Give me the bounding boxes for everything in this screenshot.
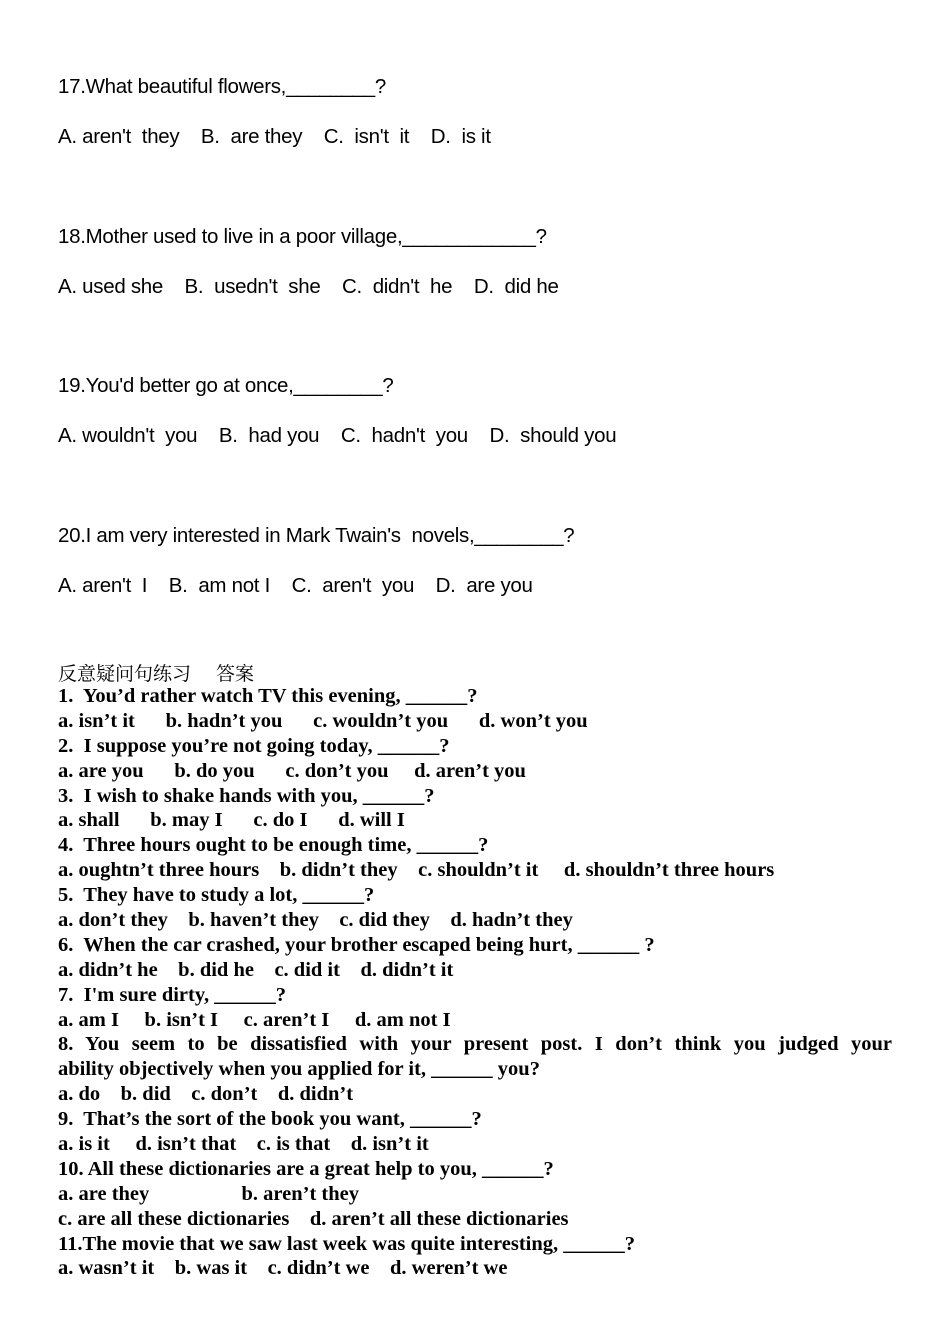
answer-line: 10. All these dictionaries are a great help to you, ______? bbox=[58, 1157, 554, 1180]
answer-line: 9. That’s the sort of the book you want, ______? bbox=[58, 1108, 482, 1131]
answer-line: 6. When the car crashed, your brother escaped being hurt, ______ ? bbox=[58, 933, 655, 956]
question-20-options: A. aren't I B. am not I C. aren't you D. are you bbox=[58, 574, 533, 597]
answer-line: 4. Three hours ought to be enough time, ______? bbox=[58, 834, 489, 857]
answer-line: a. wasn’t it b. was it c. didn’t we d. weren’t we bbox=[58, 1257, 508, 1280]
answer-line: 5. They have to study a lot, ______? bbox=[58, 884, 375, 907]
answer-line: a. isn’t it b. hadn’t you c. wouldn’t you d. won’t you bbox=[58, 709, 588, 732]
answer-line: 8. You seem to be dissatisfied with your present post. I don’t think you judged your bbox=[58, 1033, 892, 1056]
answer-line: a. didn’t he b. did he c. did it d. didn’t it bbox=[58, 958, 454, 981]
answer-line: ability objectively when you applied for it, ______ you? bbox=[58, 1058, 540, 1081]
answers-heading: 反意疑问句练习 答案 bbox=[58, 663, 255, 685]
question-20-text: 20.I am very interested in Mark Twain's novels,________? bbox=[58, 524, 575, 547]
answer-line: a. are they b. aren’t they bbox=[58, 1182, 360, 1205]
answer-line: a. are you b. do you c. don’t you d. aren’t you bbox=[58, 759, 526, 782]
question-17-options: A. aren't they B. are they C. isn't it D. is it bbox=[58, 125, 491, 148]
question-18-options: A. used she B. usedn't she C. didn't he D. did he bbox=[58, 275, 559, 298]
question-17-text: 17.What beautiful flowers,________? bbox=[58, 75, 386, 98]
answer-line: 7. I'm sure dirty, ______? bbox=[58, 983, 286, 1006]
answer-line: a. is it d. isn’t that c. is that d. isn’t it bbox=[58, 1133, 429, 1156]
question-19-text: 19.You'd better go at once,________? bbox=[58, 374, 394, 397]
answer-line: a. shall b. may I c. do I d. will I bbox=[58, 809, 405, 832]
answer-line: a. do b. did c. don’t d. didn’t bbox=[58, 1083, 354, 1106]
answer-line: a. don’t they b. haven’t they c. did they d. hadn’t they bbox=[58, 909, 573, 932]
answer-line: 1. You’d rather watch TV this evening, ______? bbox=[58, 685, 478, 707]
answer-line: 2. I suppose you’re not going today, ______? bbox=[58, 734, 450, 757]
answer-line: 11.The movie that we saw last week was quite interesting, ______? bbox=[58, 1232, 636, 1255]
answer-line: 3. I wish to shake hands with you, ______? bbox=[58, 784, 435, 807]
answer-line: a. oughtn’t three hours b. didn’t they c. shouldn’t it d. shouldn’t three hours bbox=[58, 859, 775, 882]
answer-line: a. am I b. isn’t I c. aren’t I d. am not I bbox=[58, 1008, 451, 1031]
answer-line: c. are all these dictionaries d. aren’t all these dictionaries bbox=[58, 1207, 569, 1230]
question-19-options: A. wouldn't you B. had you C. hadn't you D. should you bbox=[58, 424, 617, 447]
answer-key bbox=[58, 684, 892, 1281]
question-18-text: 18.Mother used to live in a poor village,____________? bbox=[58, 225, 547, 248]
